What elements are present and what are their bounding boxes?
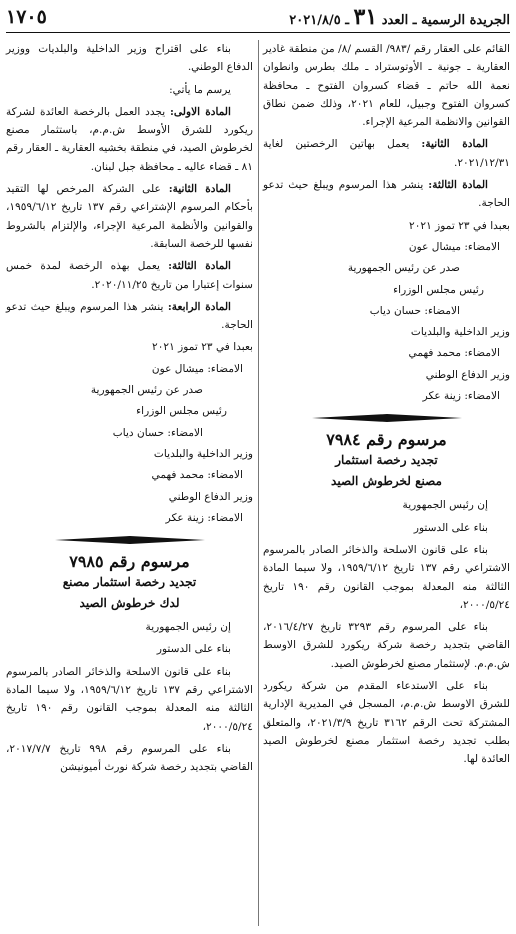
issued-by-line: صدر عن رئيس الجمهورية [90, 384, 203, 397]
gazette-title [289, 4, 510, 30]
article-text: ينشر هذا المرسوم ويبلغ حيث تدعو الحاجة. [6, 300, 253, 332]
continued-paragraph: القائم على العقار رقم /٩٨٣/ القسم /٨/ من منطقة غادير العقارية ـ جونية ـ الأوتوستراد ـ ملك بطرس وانطوان نعمة الله حاتم ـ قضاء كسروان الفتوح ـ محافظة كسروان الفتوح وجبيل، للعام ٢٠٢١، وذلك ضمن نطاق القوانين والانظمة المرعية الإجراء. [263, 43, 511, 129]
right-column [263, 40, 510, 930]
issue-date: ـ ٢٠٢١/٨/٥ [289, 13, 350, 28]
prime-minister-title: رئيس مجلس الوزراء [393, 283, 484, 296]
prime-minister-title: رئيس مجلس الوزراء [136, 405, 227, 418]
gazette-name: الجريدة الرسمية ـ العدد [381, 13, 510, 28]
signature-president: الامضاء: ميشال عون [151, 362, 243, 375]
signature-defense-minister: الامضاء: زينة عكر [165, 511, 243, 524]
signature-prime-minister: الامضاء: حسان دياب [112, 426, 203, 439]
article-label: المادة الثالثة: [168, 260, 232, 273]
decree-title-line: تجديد رخصة استثمار مصنع [62, 575, 197, 590]
decree-number: مرسوم رقم ٧٩٨٤ [326, 430, 447, 450]
signature-defense-minister: الامضاء: زينة عكر [422, 390, 500, 403]
preamble-paragraph: بناء على قانون الاسلحة والذخائر الصادر بالمرسوم الاشتراعي رقم ١٣٧ تاريخ ١٩٥٩/٦/١٢، ولا سيما المادة الثالثة منه المعدلة بموجب القانون رقم ١٩٠ تاريخ ٢٠٠٠/٥/٢٤، [263, 543, 510, 611]
signature-prime-minister: الامضاء: حسان دياب [369, 304, 460, 317]
interior-minister-title: وزير الداخلية والبلديات [153, 447, 253, 460]
interior-minister-title: وزير الداخلية والبلديات [410, 326, 510, 339]
page-header [6, 4, 510, 33]
article-1 [6, 103, 253, 176]
decrees-line: يرسم ما يأتي: [169, 83, 231, 96]
preamble-president: إن رئيس الجمهورية [402, 499, 488, 512]
signature-president: الامضاء: ميشال عون [408, 240, 500, 253]
page-number: ١٧٠٥ [6, 6, 47, 28]
decree-title-line: تجديد رخصة استثمار [335, 453, 438, 468]
signature-date: بعبدا في ٢٣ تموز ٢٠٢١ [409, 219, 510, 232]
article-3 [6, 257, 253, 294]
preamble-paragraph: بناء على قانون الاسلحة والذخائر الصادر بالمرسوم الاشتراعي رقم ١٣٧ تاريخ ١٩٥٩/٦/١٢، ولا سيما المادة الثالثة منه المعدلة بموجب القانون رقم ١٩٠ تاريخ ٢٠٠٠/٥/٢٤، [6, 665, 253, 733]
issue-number: ٣١ [353, 4, 378, 30]
decree-title-line: مصنع لخرطوش الصيد [331, 474, 442, 489]
preamble-paragraph: بناء على المرسوم رقم ٣٢٩٣ تاريخ ٢٠١٦/٤/٢٧، القاضي بتجديد رخصة شركة ريكورد للشرق الاوسط ش.م.م. لإستثمار مصنع لخرطوش الصيد. [263, 621, 510, 670]
article-label: المادة الثانية: [168, 183, 231, 196]
defense-minister-title: وزير الدفاع الوطني [168, 490, 253, 503]
decree-title-line: لدك خرطوش الصيد [79, 596, 180, 611]
article-2 [6, 180, 253, 253]
preamble-paragraph: بناء على الاستدعاء المقدم من شركة ريكورد للشرق الاوسط ش.م.م، المسجل في المديرية الإدارية المشتركة تحت الرقم ٣١٦٢ تاريخ ٢٠٢١/٣/٩، والمتعلق بطلب تجديد رخصة استثمار مصنع لخرطوش الصيد العائدة لها. [263, 680, 510, 766]
preamble-constitution: بناء على الدستور [413, 521, 488, 534]
article-label: المادة الثانية: [421, 138, 488, 151]
article-4 [6, 298, 253, 335]
continued-paragraph: بناء على اقتراح وزير الداخلية والبلديات ووزير الدفاع الوطني. [6, 43, 253, 74]
article-label: المادة الاولى: [170, 105, 231, 118]
decree-number: مرسوم رقم ٧٩٨٥ [69, 552, 190, 572]
article-text: يعمل بهاتين الرخصتين لغاية ٢٠٢١/١٢/٣١. [263, 138, 510, 169]
preamble-president: إن رئيس الجمهورية [145, 621, 231, 634]
preamble-constitution: بناء على الدستور [156, 643, 231, 656]
article-label: المادة الرابعة: [167, 300, 231, 313]
decree-divider [263, 413, 510, 423]
signature-interior-minister: الامضاء: محمد فهمي [408, 347, 500, 360]
column-separator [258, 40, 259, 926]
article-text: ينشر هذا المرسوم ويبلغ حيث تدعو الحاجة. [263, 179, 510, 210]
decree-divider [6, 535, 253, 545]
defense-minister-title: وزير الدفاع الوطني [425, 368, 510, 381]
article-text: يجدد العمل بالرخصة العائدة لشركة ريكورد للشرق الأوسط ش.م.م، باستثمار مصنع لخرطوش الصيد، في منطقة بخشيه العقارية ـ العقار رقم ٨١ ـ قضاء عاليه ـ محافظة جبل لبنان. [6, 105, 253, 173]
decree-heading [6, 551, 253, 614]
article-text: يعمل بهذه الرخصة لمدة خمس سنوات إعتبارا من تاريخ ٢٠٢٠/١١/٢٥. [6, 260, 253, 291]
left-column [6, 40, 253, 930]
article-label: المادة الثالثة: [428, 179, 488, 192]
signature-interior-minister: الامضاء: محمد فهمي [151, 469, 243, 482]
issued-by-line: صدر عن رئيس الجمهورية [347, 262, 460, 275]
article-2 [263, 135, 510, 172]
article-3 [263, 176, 510, 213]
signature-date: بعبدا في ٢٣ تموز ٢٠٢١ [152, 341, 253, 354]
preamble-paragraph: بناء على المرسوم رقم ٩٩٨ تاريخ ٢٠١٧/٧/٧، القاضي بتجديد رخصة شركة نورث أميونيشن [6, 742, 253, 774]
article-text: على الشركة المرخص لها التقيد بأحكام المرسوم الإشتراعي رقم ١٣٧ تاريخ ١٩٥٩/٦/١٢، والقوانين والأنظمة المرعية الإجراء، والإلتزام بالشروط نفسها للرخصة السابقة. [6, 183, 253, 250]
decree-heading [263, 429, 510, 492]
